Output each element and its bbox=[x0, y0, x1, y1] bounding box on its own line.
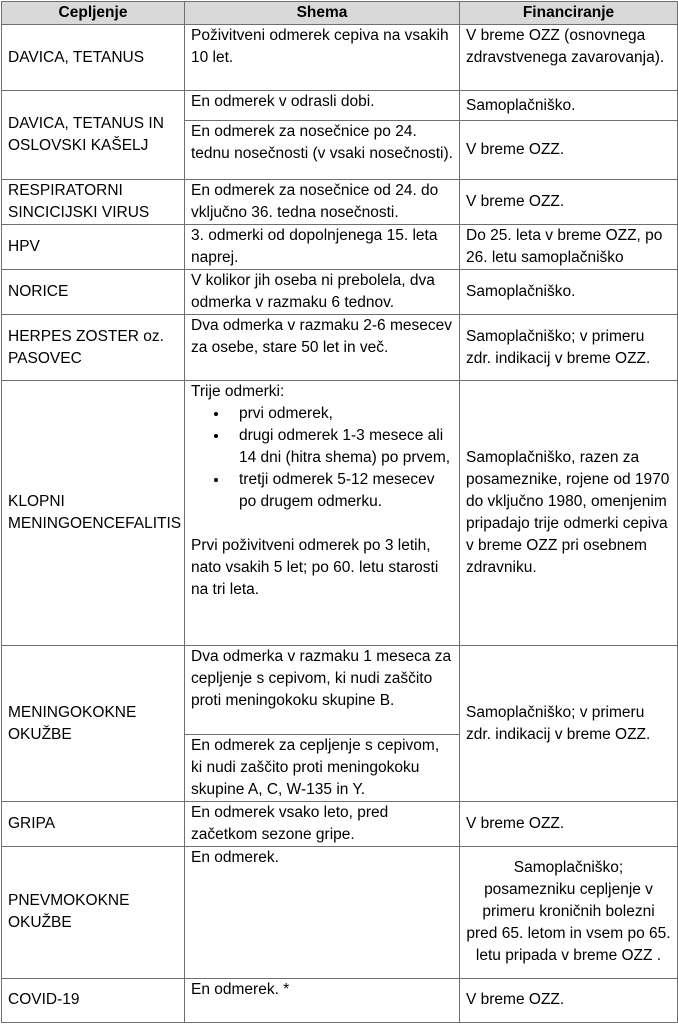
vaccination-table bbox=[1, 1, 678, 1023]
funding-cell: Samoplačniško; v primeru zdr. indikacij v breme OZZ. bbox=[460, 646, 678, 802]
funding-cell: V breme OZZ. bbox=[460, 802, 678, 847]
vaccination-cell: KLOPNI MENINGOENCEFALITIS bbox=[2, 381, 185, 646]
vaccination-cell: HPV bbox=[2, 224, 185, 269]
table-row bbox=[2, 978, 678, 1022]
schedule-booster: Prvi poživitveni odmerek po 3 letih, nato vsakih 5 let; po 60. letu starosti na tri leta. bbox=[191, 537, 439, 599]
schedule-cell: V kolikor jih oseba ni prebolela, dva odmerka v razmaku 6 tednov. bbox=[185, 269, 460, 314]
table-row bbox=[2, 847, 678, 979]
vaccination-cell: HERPES ZOSTER oz. PASOVEC bbox=[2, 315, 185, 381]
schedule-cell: En odmerek v odrasli dobi. bbox=[185, 91, 460, 121]
vaccination-cell: COVID-19 bbox=[2, 978, 185, 1022]
schedule-cell: Dva odmerka v razmaku 2-6 mesecev za osebe, stare 50 let in več. bbox=[185, 315, 460, 381]
schedule-cell: En odmerek vsako leto, pred začetkom sezone gripe. bbox=[185, 802, 460, 847]
vaccination-cell: GRIPA bbox=[2, 802, 185, 847]
table-row bbox=[2, 179, 678, 224]
schedule-cell: En odmerek za cepljenje s cepivom, ki nudi zaščito proti meningokoku skupine A, C, W-135 in Y. bbox=[185, 734, 460, 801]
header-vaccination: Cepljenje bbox=[2, 2, 185, 25]
schedule-cell bbox=[185, 381, 460, 646]
funding-cell: Do 25. leta v breme OZZ, po 26. letu samoplačniško bbox=[460, 224, 678, 269]
schedule-cell: En odmerek za nosečnice od 24. do vključno 36. tedna nosečnosti. bbox=[185, 179, 460, 224]
vaccination-cell: RESPIRATORNI SINCICIJSKI VIRUS bbox=[2, 179, 185, 224]
schedule-cell: En odmerek. * bbox=[185, 978, 460, 1022]
list-item: • drugi odmerek 1-3 mesece ali 14 dni (hitra shema) po prvem, bbox=[229, 425, 453, 469]
funding-cell: V breme OZZ. bbox=[460, 121, 678, 179]
table-row bbox=[2, 802, 678, 847]
table-row bbox=[2, 25, 678, 91]
table-row bbox=[2, 91, 678, 121]
funding-cell: V breme OZZ (osnovnega zdravstvenega zavarovanja). bbox=[460, 25, 678, 91]
schedule-cell: 3. odmerki od dopolnjenega 15. leta naprej. bbox=[185, 224, 460, 269]
dose-list bbox=[191, 403, 453, 513]
schedule-cell: Poživitveni odmerek cepiva na vsakih 10 let. bbox=[185, 25, 460, 91]
table-row bbox=[2, 269, 678, 314]
table-row bbox=[2, 646, 678, 734]
table-row bbox=[2, 381, 678, 646]
header-funding: Financiranje bbox=[460, 2, 678, 25]
schedule-cell: En odmerek. bbox=[185, 847, 460, 979]
list-item: • prvi odmerek, bbox=[229, 403, 453, 425]
funding-cell: Samoplačniško; v primeru zdr. indikacij v breme OZZ. bbox=[460, 315, 678, 381]
funding-cell: Samoplačniško; posamezniku cepljenje v primeru kroničnih bolezni pred 65. letom in vsem po 65. letu pripada v breme OZZ . bbox=[460, 847, 678, 979]
list-item: • tretji odmerek 5-12 mesecev po drugem odmerku. bbox=[229, 469, 453, 513]
funding-cell: V breme OZZ. bbox=[460, 179, 678, 224]
vaccination-cell: PNEVMOKOKNE OKUŽBE bbox=[2, 847, 185, 979]
vaccination-cell: MENINGOKOKNE OKUŽBE bbox=[2, 646, 185, 802]
funding-cell: V breme OZZ. bbox=[460, 978, 678, 1022]
funding-cell: Samoplačniško, razen za posameznike, rojene od 1970 do vključno 1980, omenjenim pripadajo trije odmerki cepiva v breme OZZ pri osebnem zdravniku. bbox=[460, 381, 678, 646]
header-row bbox=[2, 2, 678, 25]
funding-cell: Samoplačniško. bbox=[460, 91, 678, 121]
funding-cell: Samoplačniško. bbox=[460, 269, 678, 314]
schedule-cell: En odmerek za nosečnice po 24. tednu nosečnosti (v vsaki nosečnosti). bbox=[185, 121, 460, 179]
schedule-intro: Trije odmerki: bbox=[191, 383, 285, 401]
table-row bbox=[2, 224, 678, 269]
vaccination-cell: DAVICA, TETANUS IN OSLOVSKI KAŠELJ bbox=[2, 91, 185, 179]
table-row bbox=[2, 315, 678, 381]
vaccination-cell: DAVICA, TETANUS bbox=[2, 25, 185, 91]
schedule-cell: Dva odmerka v razmaku 1 meseca za cepljenje s cepivom, ki nudi zaščito proti meningokoku skupine B. bbox=[185, 646, 460, 734]
header-schedule: Shema bbox=[185, 2, 460, 25]
vaccination-cell: NORICE bbox=[2, 269, 185, 314]
